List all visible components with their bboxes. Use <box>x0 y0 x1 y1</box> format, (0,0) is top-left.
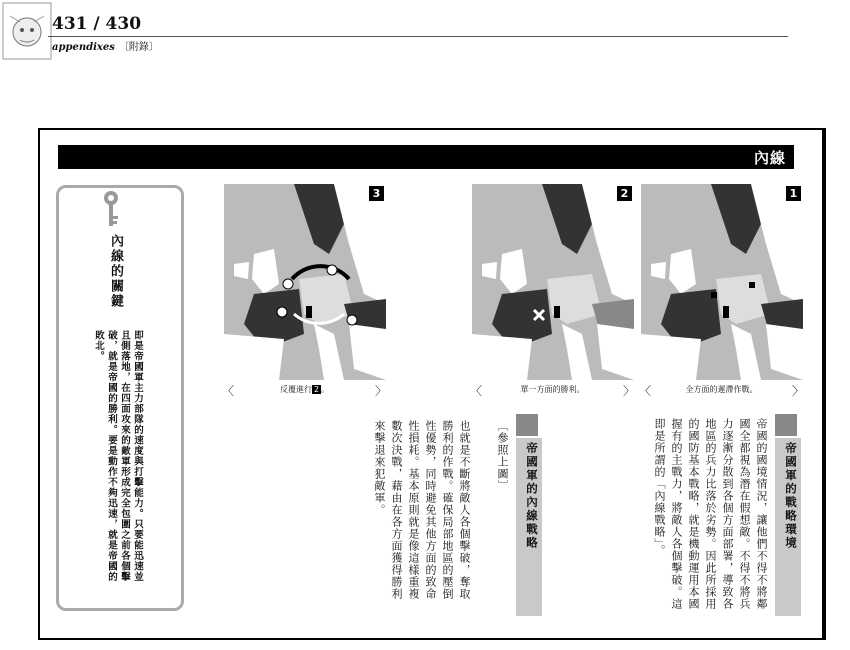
page-header <box>0 0 850 60</box>
map-2-caption <box>470 384 635 398</box>
header-rule <box>48 36 788 37</box>
map-2 <box>472 184 634 380</box>
key-panel-title: 內線的關鍵 <box>108 234 123 309</box>
map-3-caption-text: 反覆進行 <box>279 385 312 394</box>
chevron-down-icon <box>516 414 538 436</box>
bracket-left-icon: 〈 <box>470 384 483 398</box>
chevron-down-icon <box>775 414 797 436</box>
section-text-strategy-env: 帝國的國境情況，讓他們不得不將鄰國全都視為潛在假想敵。不得不將兵力逐漸分散到各個方面部署，導致各地區的兵力比落於劣勢。因此所採用的國防基本戰略，就是機動運用本國握有的主戰力，將敵人各個擊破。這即是所謂的「內線戰略」。 <box>653 418 768 610</box>
bracket-left-icon: 〈 <box>639 384 652 398</box>
europe-map-1 <box>641 184 803 380</box>
map-3-caption <box>222 384 387 398</box>
map-1-caption-text: 全方面的遲滯作戰。 <box>685 385 758 394</box>
bracket-right-icon: 〉 <box>791 384 804 398</box>
key-icon <box>100 190 122 230</box>
map-1 <box>641 184 803 380</box>
europe-map-2 <box>472 184 634 380</box>
map-1-caption <box>639 384 804 398</box>
map-number-badge: 3 <box>369 186 384 201</box>
key-panel-text: 即是帝國軍主力部隊的速度與打擊能力。只要能迅速並且側落地，在四面攻來的敵軍形成完全包圍之前各個擊破，就是帝國的勝利。要是動作不夠迅速，就是帝國的敗北。 <box>93 330 143 582</box>
running-head-cn: 〔附錄〕 <box>118 42 159 53</box>
map-3-caption-tail: 。 <box>321 385 330 394</box>
bracket-left-icon: 〈 <box>222 384 235 398</box>
banner-title: 內線 <box>753 149 786 167</box>
section-title-inner-strategy: 帝國軍的內線戰略 <box>516 438 542 616</box>
section-text-inner-strategy: 也就是不斷將敵人各個擊破，奪取勝利的作戰。確保局部地區的壓倒性優勢，同時避免其他方面的致命性損耗。基本原則就是像這樣重複數次決戰，藉由在各方面獲得勝利來擊退來犯敵軍。 <box>373 420 471 600</box>
bracket-right-icon: 〉 <box>374 384 387 398</box>
map-number-badge: 1 <box>786 186 801 201</box>
map-3 <box>224 184 386 380</box>
banner <box>58 145 794 169</box>
section-ref-and-text-start <box>475 420 511 610</box>
europe-map-3 <box>224 184 386 380</box>
running-head <box>52 38 159 53</box>
section-ref: 〔參照上圖〕 <box>496 420 509 492</box>
map-2-caption-text: 單一方面的勝利。 <box>520 385 585 394</box>
map-3-caption-badge: 2 <box>313 385 320 394</box>
map-number-badge: 2 <box>617 186 632 201</box>
bracket-right-icon: 〉 <box>622 384 635 398</box>
section-title-strategy-env: 帝國軍的戰略環境 <box>775 438 801 616</box>
page-number: 431 / 430 <box>52 14 142 34</box>
running-head-en: appendixes <box>52 42 115 53</box>
mascot-logo-icon <box>2 2 52 60</box>
